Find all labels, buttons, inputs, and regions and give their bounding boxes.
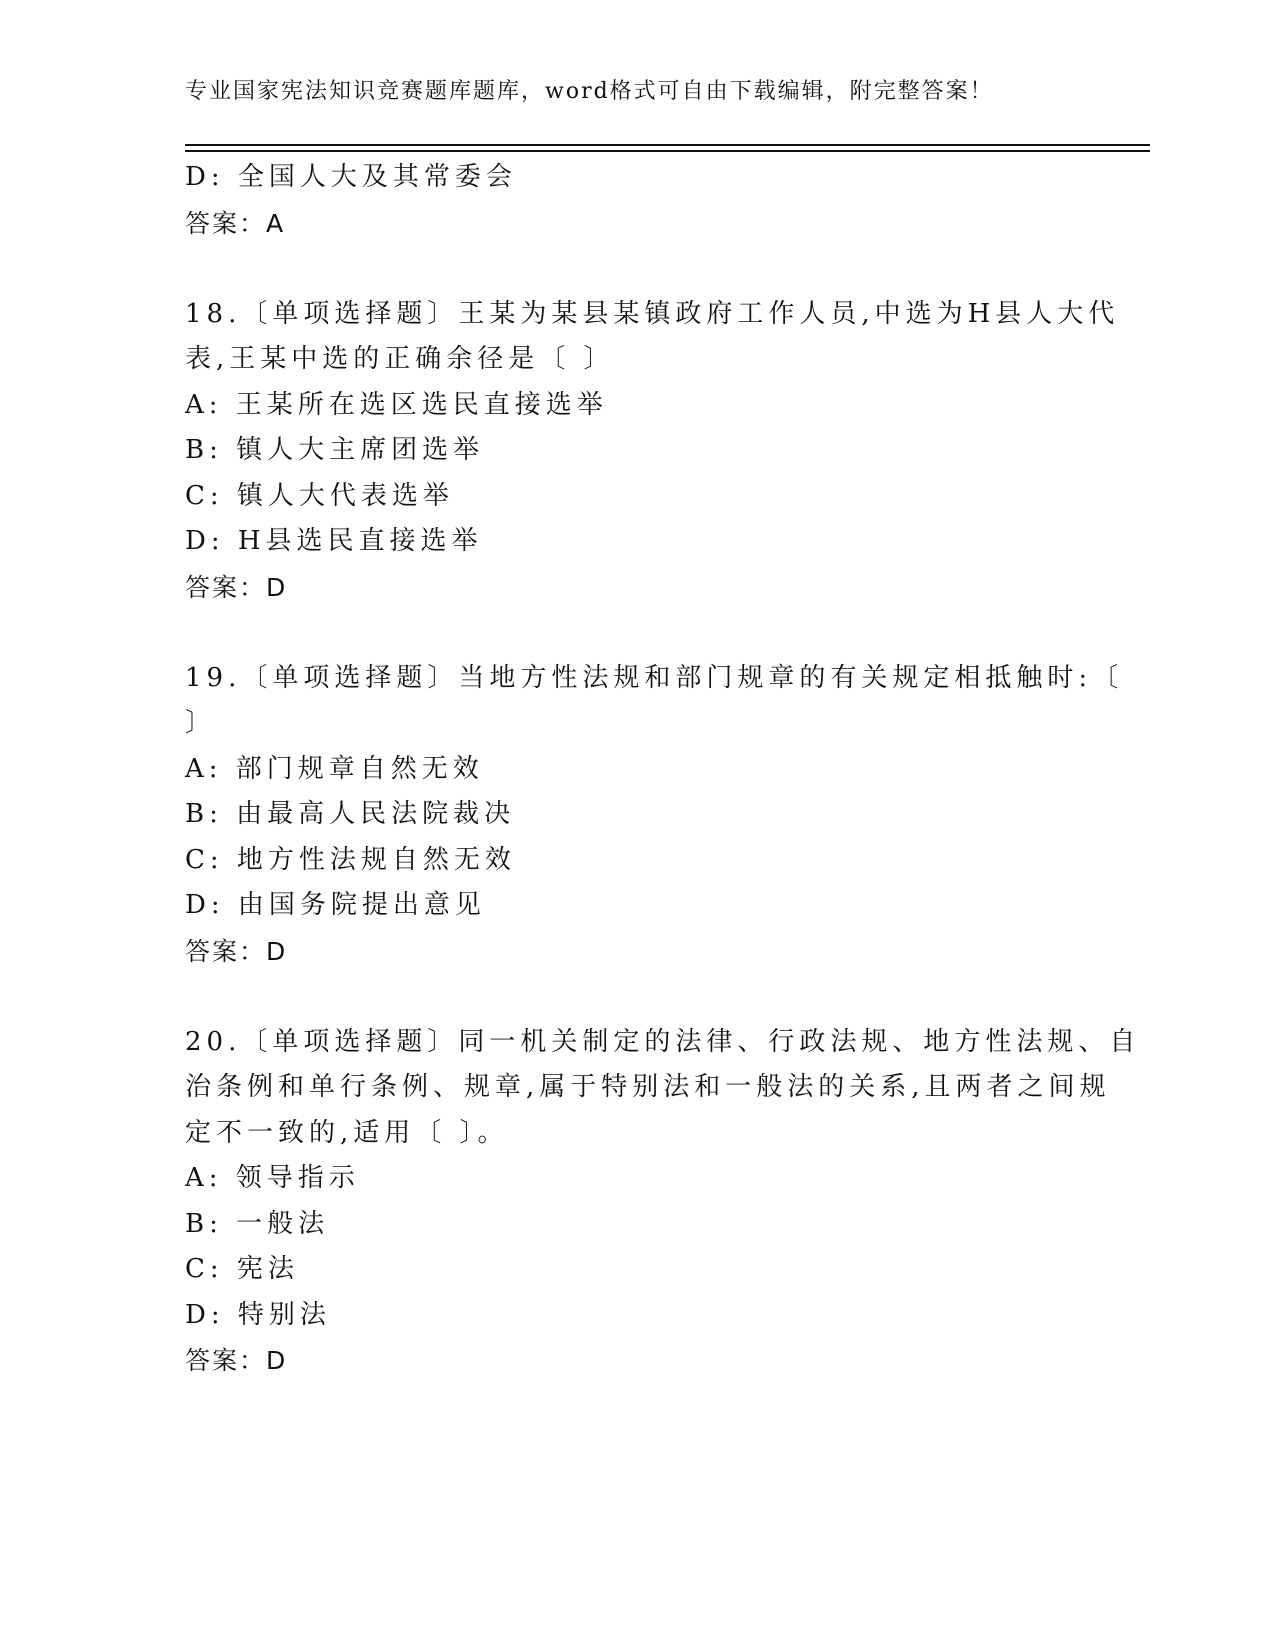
question-18 — [185, 292, 1120, 611]
header-rule-top — [185, 144, 1150, 146]
question-stem-line: 治条例和单行条例、规章,属于特别法和一般法的关系,且两者之间规 — [185, 1072, 1111, 1102]
question-19 — [185, 656, 1124, 975]
answer — [185, 565, 1065, 611]
answer-value: D — [266, 572, 287, 602]
question-stem-line: 19.〔单项选择题〕当地方性法规和部门规章的有关规定相抵触时:〔 — [185, 662, 1124, 693]
option-d: D: H县选民直接选举 — [185, 526, 483, 556]
option-d: D: 特别法 — [185, 1299, 331, 1330]
answer-value: D — [266, 1346, 287, 1375]
question-stem-line: 18.〔单项选择题〕王某为某县某镇政府工作人员,中选为H县人大代 — [185, 298, 1120, 329]
option-a: A: 领导指示 — [185, 1163, 360, 1193]
question-20 — [185, 1020, 1141, 1384]
option-d: D: 由国务院提出意见 — [185, 890, 486, 920]
question-content — [185, 155, 1141, 1384]
option-c: C: 地方性法规自然无效 — [185, 844, 516, 875]
question-stem-line: 定不一致的,适用〔 〕。 — [185, 1117, 509, 1148]
option-b: B: 镇人大主席团选举 — [185, 435, 485, 465]
answer-label: 答案： — [185, 936, 267, 966]
question-stem-line: 表,王某中选的正确余径是〔 〕 — [185, 344, 615, 374]
answer-label: 答案： — [185, 208, 267, 238]
option-c: C: 宪法 — [185, 1254, 299, 1284]
page-header: 专业国家宪法知识竞赛题库题库，word格式可自由下载编辑，附完整答案！ — [185, 79, 994, 104]
spacer — [185, 246, 1065, 292]
question-stem-line: 20.〔单项选择题〕同一机关制定的法律、行政法规、地方性法规、自 — [185, 1026, 1141, 1057]
answer-value: A — [266, 208, 285, 238]
answer-label: 答案： — [185, 1346, 267, 1375]
prev-option-d: D: 全国人大及其常委会 — [185, 162, 517, 192]
option-b: B: 一般法 — [185, 1208, 330, 1239]
question-stem-line: 〕 — [185, 708, 217, 738]
option-a: A: 部门规章自然无效 — [185, 753, 484, 784]
spacer — [185, 974, 1065, 1020]
answer-value: D — [266, 936, 287, 966]
answer — [185, 929, 1065, 975]
option-b: B: 由最高人民法院裁决 — [185, 799, 516, 829]
answer-label: 答案： — [185, 572, 267, 602]
option-c: C: 镇人大代表选举 — [185, 480, 454, 511]
answer — [185, 1338, 1065, 1384]
header-rule-bottom — [185, 150, 1150, 152]
option-a: A: 王某所在选区选民直接选举 — [185, 389, 608, 420]
spacer — [185, 610, 1065, 656]
prev-answer — [185, 201, 1065, 247]
